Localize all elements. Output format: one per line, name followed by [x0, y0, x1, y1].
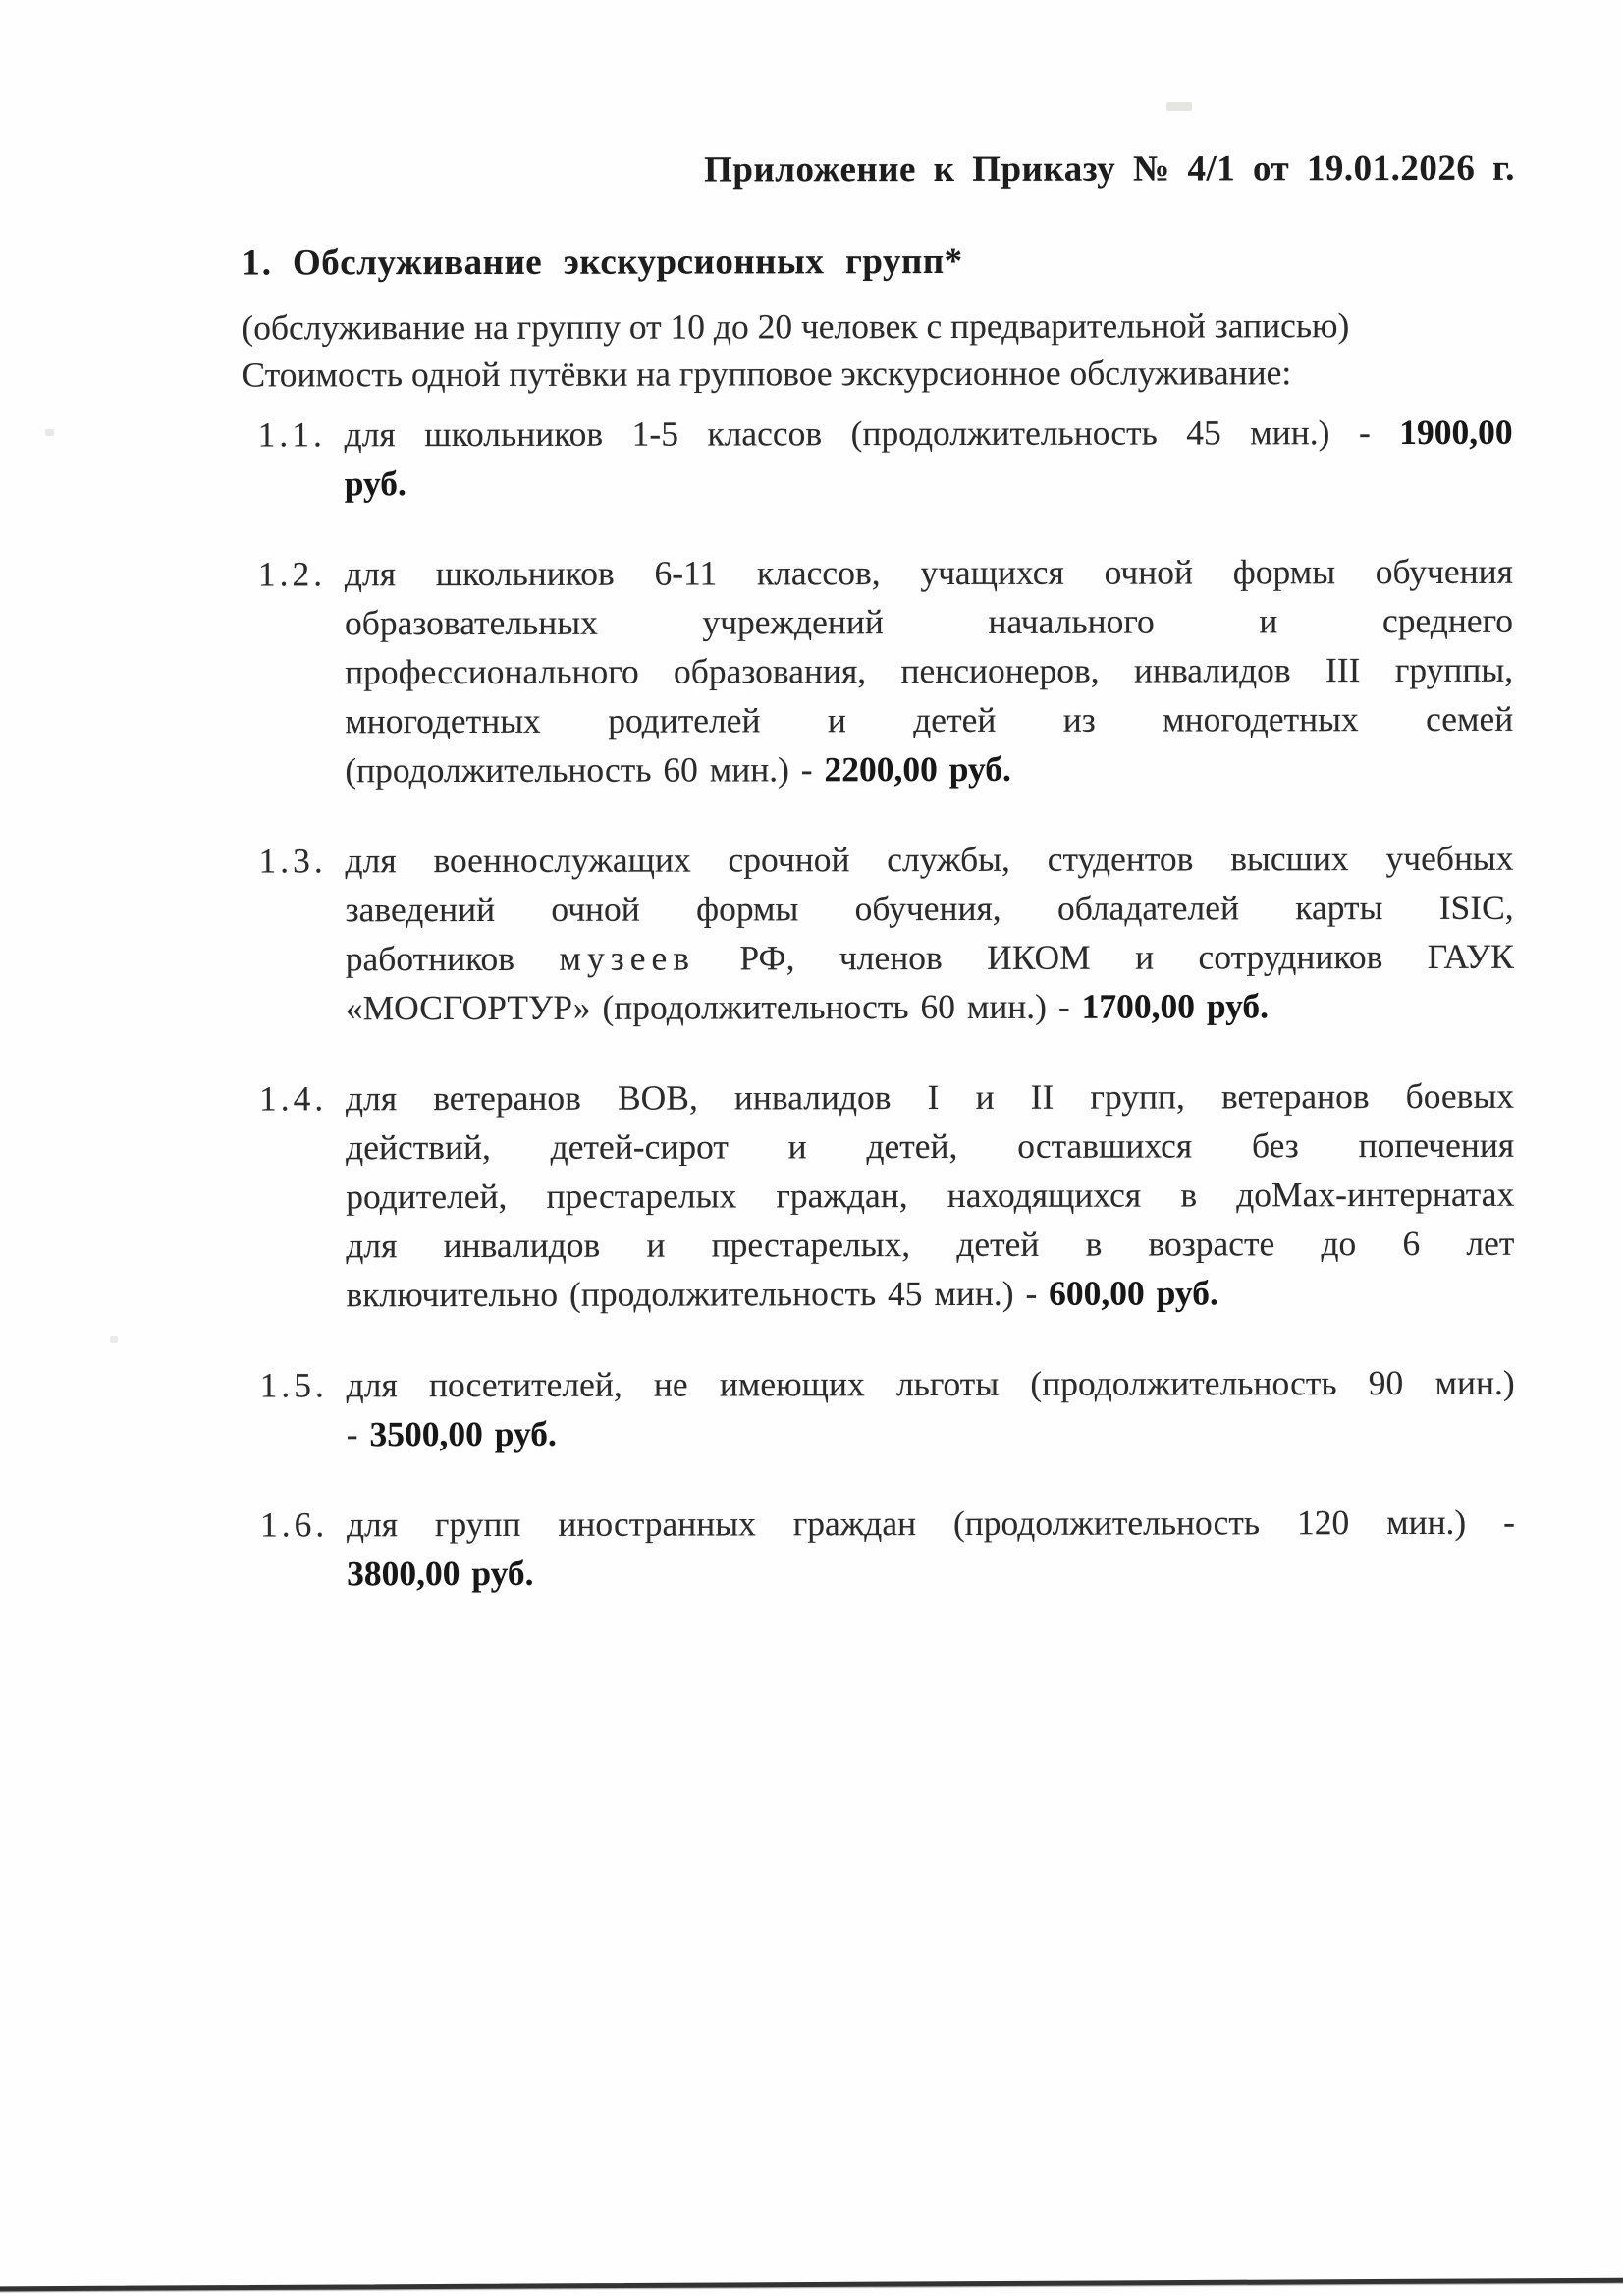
item-text-segment: включительно (продолжительность 45 мин.) -: [346, 1273, 1050, 1315]
item-text-segment: действий, детей-сирот и детей, оставшихся без попечения: [346, 1124, 1515, 1168]
page-bottom-scan-line: [0, 2278, 1623, 2292]
item-text-segment: работников: [345, 938, 560, 979]
price-text: 600,00 руб.: [1049, 1273, 1218, 1313]
item-text: [346, 1071, 1515, 1319]
price-text: 3800,00 руб.: [347, 1553, 534, 1594]
scan-speck: [1166, 102, 1192, 111]
item-text-segment: -: [346, 1414, 370, 1454]
price-list-item: [259, 1071, 1515, 1320]
item-text-segment: для групп иностранных граждан (продолжительность 120 мин.) -: [346, 1502, 1515, 1545]
price-list-item: [258, 408, 1513, 509]
item-line: [346, 1170, 1514, 1221]
price-text: 1700,00 руб.: [1081, 986, 1270, 1026]
item-text-segment: для школьников 6-11 классов, учащихся очной формы обучения: [344, 551, 1513, 594]
item-text-segment: для ветеранов ВОВ, инвалидов I и II групп, ветеранов боевых: [345, 1075, 1515, 1119]
item-number: 1.1.: [257, 414, 326, 455]
item-text-segment: заведений очной формы обучения, обладателей карты ISIC,: [345, 887, 1514, 930]
item-line: [345, 596, 1513, 647]
item-text-segment: РФ, членов ИКОМ и сотрудников ГАУК: [694, 936, 1514, 978]
item-text-segment: (продолжительность 60 мин.) -: [345, 749, 825, 791]
section-number: 1.: [242, 243, 274, 284]
intro-line-1: (обслуживание на группу от 10 до 20 человек с предварительной записью): [242, 305, 1350, 348]
item-line: [346, 1268, 1514, 1319]
item-line: [346, 883, 1514, 934]
item-text-segment: образовательных учреждений начального и среднего: [344, 600, 1514, 643]
item-line: [345, 743, 1513, 794]
item-text-segment: для посетителей, не имеющих льготы (продолжительность 90 мин.): [346, 1362, 1515, 1405]
item-text: [345, 834, 1513, 1032]
item-number: 1.3.: [258, 841, 327, 881]
item-text-segment: профессионального образования, пенсионеров, инвалидов III группы,: [345, 649, 1514, 692]
item-line: [347, 1498, 1515, 1549]
item-line: [347, 1547, 1515, 1598]
item-line: [345, 645, 1513, 696]
item-text-segment: для военнослужащих срочной службы, студентов высших учебных: [345, 838, 1514, 881]
item-text: [347, 1498, 1515, 1598]
scan-speck: [110, 1336, 118, 1343]
item-text-segment: для школьников 1-5 классов (продолжительность 45 мин.) -: [344, 412, 1400, 455]
item-number: 1.2.: [257, 554, 327, 594]
price-text: 3500,00 руб.: [369, 1413, 557, 1454]
item-line: [345, 694, 1513, 745]
item-line: [346, 1121, 1514, 1172]
item-text: [345, 408, 1513, 508]
item-text: [347, 1358, 1515, 1458]
price-list-item: [258, 834, 1513, 1033]
item-text-segment: «МОСГОРТУР» (продолжительность 60 мин.) -: [345, 986, 1082, 1028]
item-line: [346, 932, 1514, 983]
scan-speck: [990, 1379, 994, 1394]
item-line: [347, 1407, 1515, 1458]
price-list: [258, 408, 1516, 1599]
document-content: [0, 144, 1623, 1599]
item-text-segment: музеев: [559, 938, 696, 978]
item-line: [346, 1071, 1514, 1122]
item-number: 1.5.: [259, 1365, 328, 1405]
item-text-segment: многодетных родителей и детей из многодетных семей: [345, 698, 1514, 741]
item-line: [345, 547, 1513, 598]
price-list-item: [260, 1498, 1515, 1599]
item-text-segment: для инвалидов и престарелых, детей в возрасте до 6 лет: [346, 1223, 1515, 1266]
intro-line-2: Стоимость одной путёвки на групповое экскурсионное обслуживание:: [242, 353, 1292, 395]
item-number: 1.6.: [259, 1504, 329, 1545]
item-line: [345, 457, 1513, 508]
item-number: 1.4.: [258, 1078, 328, 1119]
item-line: [347, 1358, 1515, 1409]
item-line: [346, 981, 1514, 1032]
section-title: [242, 237, 1515, 289]
item-text: [345, 547, 1514, 794]
item-line: [345, 408, 1513, 459]
price-text: 2200,00 руб.: [824, 748, 1011, 790]
section-title-text: Обслуживание экскурсионных групп*: [292, 241, 963, 284]
scan-speck: [45, 429, 54, 436]
price-text: 1900,00: [1399, 411, 1513, 453]
item-line: [346, 1219, 1514, 1270]
item-text-segment: родителей, престарелых граждан, находящихся в доМах-интернатах: [346, 1174, 1515, 1217]
item-line: [345, 834, 1513, 885]
price-text: руб.: [344, 464, 406, 504]
price-list-item: [258, 547, 1514, 795]
price-list-item: [260, 1358, 1515, 1459]
document-header: Приложение к Приказу № 4/1 от 19.01.2026 г.: [704, 147, 1516, 191]
